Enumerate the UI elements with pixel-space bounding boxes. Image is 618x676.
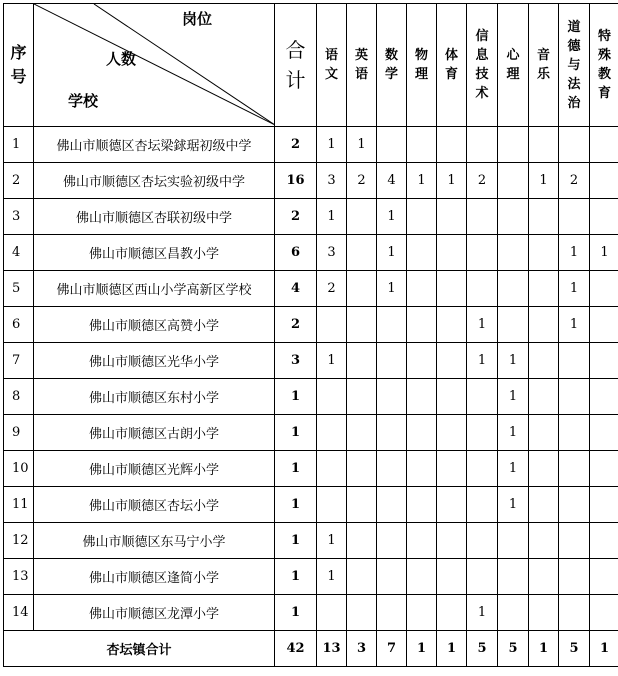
row-school: 佛山市顺德区东马宁小学 [34,523,275,559]
row-cell [529,523,559,559]
row-cell [467,199,498,235]
row-cell: 2 [317,271,347,307]
row-cell [437,127,467,163]
row-cell [529,343,559,379]
row-cell [529,379,559,415]
subject-header: 英 语 [347,4,377,127]
row-cell [437,307,467,343]
count-label: 人数 [106,50,137,68]
row-total: 2 [275,199,317,235]
row-cell [559,487,590,523]
row-total: 1 [275,559,317,595]
row-cell: 1 [377,235,407,271]
row-seq: 3 [4,199,34,235]
total-header: 合 计 [275,4,317,127]
table-row [4,127,618,163]
row-school: 佛山市顺德区杏坛实验初级中学 [34,163,275,199]
row-cell [529,307,559,343]
row-seq: 9 [4,415,34,451]
summary-cell: 7 [377,631,407,667]
row-cell [377,487,407,523]
row-cell: 1 [498,379,529,415]
row-cell [317,451,347,487]
table-row [4,235,618,271]
row-cell: 1 [407,163,437,199]
row-cell [377,523,407,559]
row-cell [347,271,377,307]
subject-header: 体 育 [437,4,467,127]
row-seq: 14 [4,595,34,631]
row-school: 佛山市顺德区昌教小学 [34,235,275,271]
row-total: 6 [275,235,317,271]
row-school: 佛山市顺德区龙潭小学 [34,595,275,631]
row-cell [559,199,590,235]
row-cell: 1 [498,487,529,523]
row-cell: 1 [498,415,529,451]
row-cell [407,523,437,559]
summary-cell: 5 [467,631,498,667]
row-cell: 1 [467,595,498,631]
row-cell: 3 [317,235,347,271]
row-cell [529,487,559,523]
position-label: 岗位 [182,10,213,28]
row-cell [467,127,498,163]
row-cell [529,235,559,271]
row-cell: 1 [317,343,347,379]
table-row [4,199,618,235]
subject-header: 心 理 [498,4,529,127]
row-cell [347,307,377,343]
row-cell [407,379,437,415]
row-cell [529,559,559,595]
subject-header: 语 文 [317,4,347,127]
row-cell [377,127,407,163]
row-cell [407,595,437,631]
staffing-table [3,3,618,667]
row-total: 1 [275,379,317,415]
row-cell [317,415,347,451]
row-cell [407,127,437,163]
row-seq: 11 [4,487,34,523]
row-cell [529,595,559,631]
row-cell [590,163,618,199]
row-cell: 1 [559,235,590,271]
row-school: 佛山市顺德区逢简小学 [34,559,275,595]
row-seq: 8 [4,379,34,415]
table-row [4,559,618,595]
row-cell [407,271,437,307]
row-cell [317,487,347,523]
row-cell: 1 [437,163,467,199]
row-cell [377,559,407,595]
row-cell [347,343,377,379]
row-cell [590,271,618,307]
row-cell [347,451,377,487]
summary-cell: 5 [559,631,590,667]
row-cell [437,451,467,487]
row-cell [559,523,590,559]
row-school: 佛山市顺德区古朗小学 [34,415,275,451]
row-cell [590,343,618,379]
row-cell [498,559,529,595]
row-cell [317,595,347,631]
row-cell [529,415,559,451]
row-cell [590,559,618,595]
row-seq: 7 [4,343,34,379]
row-cell [377,451,407,487]
row-seq: 10 [4,451,34,487]
row-cell [317,307,347,343]
row-cell [498,235,529,271]
row-school: 佛山市顺德区光华小学 [34,343,275,379]
row-cell [559,379,590,415]
row-cell [559,559,590,595]
row-seq: 6 [4,307,34,343]
row-cell [590,199,618,235]
row-cell: 1 [467,343,498,379]
row-cell: 1 [317,559,347,595]
row-cell: 1 [498,343,529,379]
seq-header: 序 号 [4,4,34,127]
row-seq: 12 [4,523,34,559]
row-cell [377,415,407,451]
table-row [4,523,618,559]
row-cell [437,523,467,559]
summary-label: 杏坛镇合计 [4,631,275,667]
subject-header: 信 息 技 术 [467,4,498,127]
row-total: 1 [275,487,317,523]
row-total: 2 [275,307,317,343]
row-cell [467,415,498,451]
summary-cell: 1 [529,631,559,667]
row-cell [377,379,407,415]
summary-cell: 5 [498,631,529,667]
row-school: 佛山市顺德区高赞小学 [34,307,275,343]
subject-header: 物 理 [407,4,437,127]
row-cell [377,307,407,343]
row-school: 佛山市顺德区西山小学高新区学校 [34,271,275,307]
table-row [4,271,618,307]
row-total: 1 [275,595,317,631]
row-cell [590,127,618,163]
row-cell [498,595,529,631]
row-cell: 3 [317,163,347,199]
summary-total: 42 [275,631,317,667]
table-row [4,595,618,631]
row-cell [347,235,377,271]
row-cell [467,271,498,307]
row-total: 1 [275,451,317,487]
row-school: 佛山市顺德区杏坛小学 [34,487,275,523]
row-cell [498,523,529,559]
row-cell [559,343,590,379]
row-cell [407,487,437,523]
row-cell: 1 [559,307,590,343]
table-row [4,343,618,379]
row-cell [407,451,437,487]
row-cell: 1 [317,199,347,235]
row-cell [529,271,559,307]
row-cell [437,235,467,271]
row-total: 3 [275,343,317,379]
row-cell [437,559,467,595]
row-total: 1 [275,523,317,559]
table-row [4,487,618,523]
row-cell [407,415,437,451]
row-cell [437,595,467,631]
row-cell [467,559,498,595]
row-cell: 2 [559,163,590,199]
row-cell [590,307,618,343]
corner-header [34,4,275,127]
table-row [4,415,618,451]
subject-header: 特 殊 教 育 [590,4,618,127]
row-cell [529,199,559,235]
header-row [4,4,618,127]
row-cell [590,523,618,559]
row-cell [437,343,467,379]
row-seq: 4 [4,235,34,271]
row-cell [498,307,529,343]
row-cell: 4 [377,163,407,199]
row-cell [590,451,618,487]
row-cell: 1 [317,523,347,559]
row-cell [467,487,498,523]
row-cell: 2 [347,163,377,199]
row-cell: 1 [559,271,590,307]
row-cell [347,523,377,559]
row-cell: 1 [377,271,407,307]
summary-cell: 1 [407,631,437,667]
summary-row [4,631,618,667]
row-cell [347,199,377,235]
subject-header: 数 学 [377,4,407,127]
row-school: 佛山市顺德区杏坛梁銶琚初级中学 [34,127,275,163]
summary-cell: 1 [590,631,618,667]
row-cell [529,451,559,487]
row-cell: 1 [529,163,559,199]
row-seq: 1 [4,127,34,163]
row-cell [407,235,437,271]
table-row [4,307,618,343]
row-cell: 1 [377,199,407,235]
row-cell [559,451,590,487]
row-cell [590,487,618,523]
row-cell [317,379,347,415]
row-total: 4 [275,271,317,307]
school-label: 学校 [68,92,99,110]
subject-header: 道 德 与 法 治 [559,4,590,127]
row-cell [498,271,529,307]
row-cell [590,379,618,415]
row-cell [407,343,437,379]
row-cell: 2 [467,163,498,199]
table-row [4,451,618,487]
row-cell [590,415,618,451]
row-seq: 2 [4,163,34,199]
row-cell [437,487,467,523]
row-cell [437,199,467,235]
row-school: 佛山市顺德区光辉小学 [34,451,275,487]
row-cell [377,343,407,379]
table-row [4,379,618,415]
subject-header: 音 乐 [529,4,559,127]
row-cell [498,163,529,199]
row-total: 2 [275,127,317,163]
summary-cell: 1 [437,631,467,667]
row-cell: 1 [498,451,529,487]
row-cell: 1 [467,307,498,343]
row-school: 佛山市顺德区杏联初级中学 [34,199,275,235]
row-cell [467,379,498,415]
row-cell [467,451,498,487]
row-cell [467,235,498,271]
row-cell [347,487,377,523]
row-cell [437,379,467,415]
row-cell [347,595,377,631]
row-cell [559,127,590,163]
row-cell [529,127,559,163]
row-seq: 5 [4,271,34,307]
row-cell [498,127,529,163]
row-seq: 13 [4,559,34,595]
row-cell [347,379,377,415]
row-cell [437,271,467,307]
row-cell [377,595,407,631]
row-cell [407,199,437,235]
table-row [4,163,618,199]
row-cell [467,523,498,559]
row-cell: 1 [317,127,347,163]
row-cell: 1 [590,235,618,271]
summary-cell: 3 [347,631,377,667]
row-school: 佛山市顺德区东村小学 [34,379,275,415]
row-cell [498,199,529,235]
row-cell [559,415,590,451]
row-cell [559,595,590,631]
row-cell [590,595,618,631]
row-cell [347,559,377,595]
row-cell [407,559,437,595]
row-cell [407,307,437,343]
row-cell: 1 [347,127,377,163]
row-total: 16 [275,163,317,199]
row-cell [437,415,467,451]
row-total: 1 [275,415,317,451]
row-cell [347,415,377,451]
summary-cell: 13 [317,631,347,667]
